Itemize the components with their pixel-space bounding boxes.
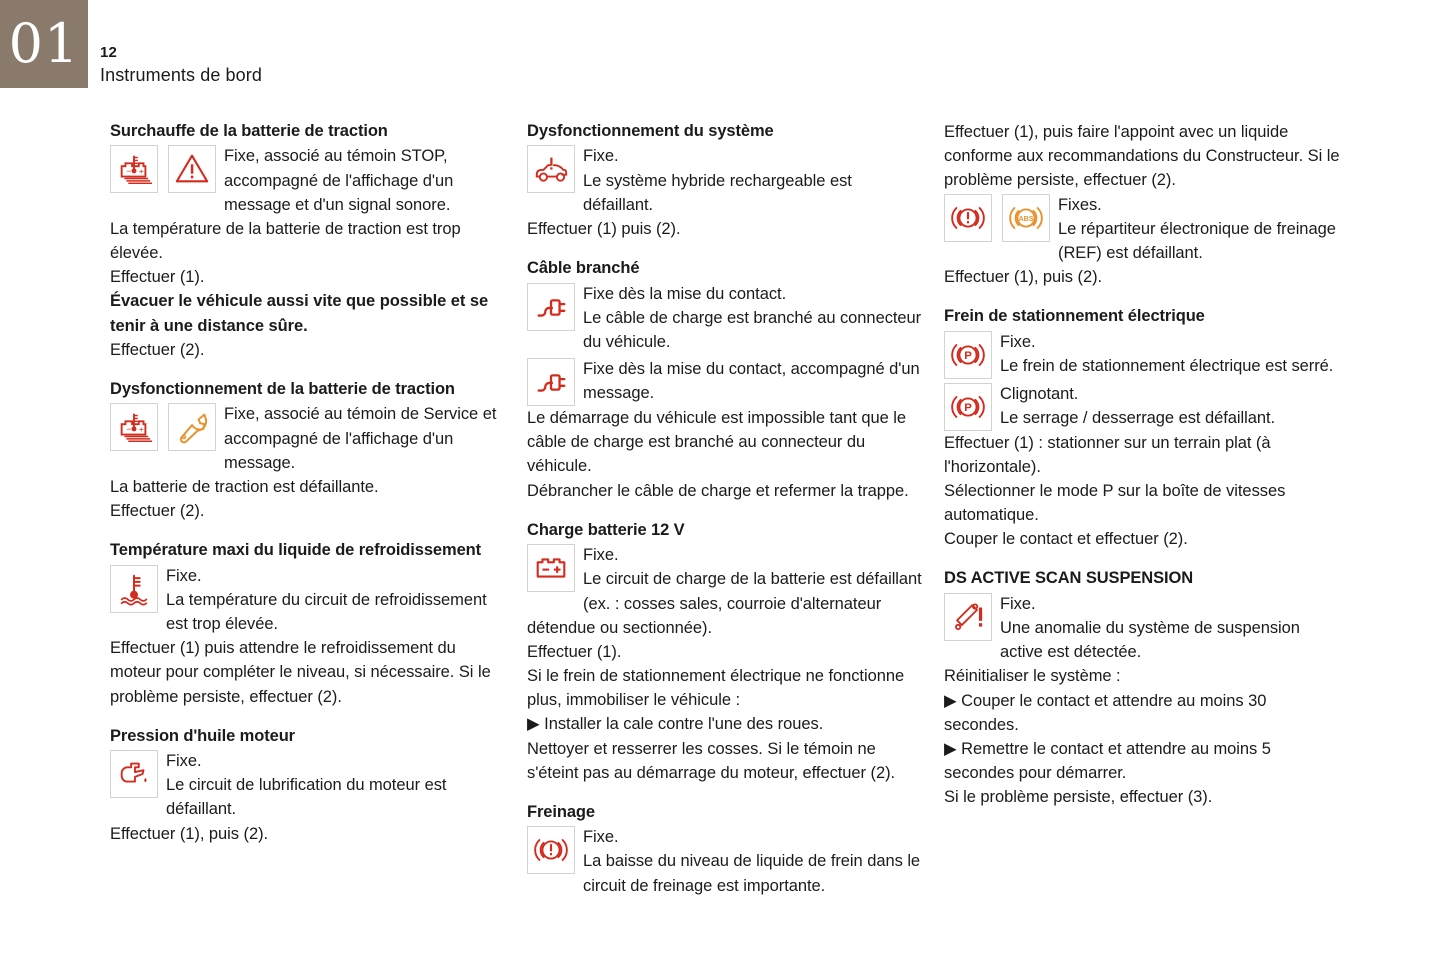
paragraph: Le câble de charge est branché au connecteur du véhicule. [583, 308, 922, 351]
paragraph: Le circuit de lubrification du moteur est défaillant. [166, 776, 447, 819]
paragraph: Effectuer (1). [110, 268, 205, 287]
paragraph: Débrancher le câble de charge et refermer la trappe. [527, 481, 909, 500]
paragraph: Fixes. [1058, 195, 1102, 214]
content-columns [110, 120, 1380, 898]
block-title: Câble branché [527, 259, 640, 278]
electric-parking-brake-icon [944, 383, 992, 431]
paragraph: La température du circuit de refroidissement est trop élevée. [166, 590, 487, 634]
paragraph: Effectuer (2). [110, 340, 205, 359]
warning-block [527, 543, 923, 640]
svg-text:−: − [126, 166, 132, 177]
paragraph: Fixe. [1000, 332, 1036, 351]
service-wrench-icon [168, 403, 216, 451]
paragraph: Réinitialiser le système : [944, 667, 1121, 686]
paragraph: Sélectionner le mode P sur la boîte de vitesses automatique. [944, 481, 1286, 525]
paragraph: Fixe dès la mise du contact, accompagné d'un message. [583, 360, 920, 403]
block-title: DS ACTIVE SCAN SUSPENSION [944, 569, 1194, 588]
paragraph: La baisse du niveau de liquide de frein dans le circuit de freinage est importante. [583, 852, 921, 895]
charging-plug-icon [527, 283, 575, 331]
paragraph: Couper le contact et effectuer (2). [944, 530, 1188, 549]
warning-block [527, 825, 923, 898]
column-2 [527, 120, 923, 898]
active-suspension-fault-icon [944, 593, 992, 641]
svg-text:+: + [138, 166, 144, 177]
warning-block [110, 564, 506, 637]
warning-block [944, 592, 1340, 665]
page-header [0, 0, 1445, 92]
block-title: Pression d'huile moteur [110, 726, 295, 745]
paragraph: Le frein de stationnement électrique est serré. [1000, 356, 1334, 375]
brake-warning-icon [527, 826, 575, 874]
paragraph: Le serrage / desserrage est défaillant. [1000, 408, 1276, 427]
paragraph: Effectuer (1), puis (2). [110, 824, 269, 843]
svg-text:−: − [126, 424, 132, 435]
paragraph: Si le problème persiste, effectuer (3). [944, 788, 1213, 807]
block-title: Freinage [527, 802, 595, 821]
paragraph: Le répartiteur électronique de freinage (REF) est défaillant. [1058, 219, 1336, 262]
paragraph: Fixe. [583, 147, 619, 166]
battery-12v-icon [527, 544, 575, 592]
warning-block [527, 357, 923, 406]
section-title: Instruments de bord [100, 64, 262, 85]
paragraph: Nettoyer et resserrer les cosses. Si le témoin ne s'éteint pas au démarrage du moteur, effectuer (2). [527, 739, 896, 782]
chapter-number-badge: 01 [0, 0, 88, 88]
svg-text:ABS: ABS [1018, 215, 1034, 223]
bullet-item: ▶ Installer la cale contre l'une des roues. [527, 715, 824, 734]
paragraph: Fixe, associé au témoin STOP, accompagné de l'affichage d'un message et d'un signal sonore. [224, 147, 454, 214]
paragraph: Fixe. [166, 752, 202, 771]
coolant-temperature-icon [110, 565, 158, 613]
svg-text:P: P [964, 401, 972, 414]
warning-block [944, 382, 1340, 431]
block-title: Dysfonctionnement de la batterie de traction [110, 379, 455, 398]
paragraph: Le circuit de charge de la batterie est défaillant (ex. : cosses sales, courroie d'alternateur détendue ou sectionnée). [527, 570, 922, 637]
warning-block [110, 402, 506, 475]
column-1 [110, 120, 506, 898]
paragraph: Effectuer (1). [527, 642, 622, 661]
paragraph: Fixe. [166, 566, 202, 585]
paragraph: La température de la batterie de traction est trop élevée. [110, 219, 461, 263]
block-title: Frein de stationnement électrique [944, 307, 1205, 326]
paragraph: Effectuer (1), puis faire l'appoint avec un liquide conforme aux recommandations du Constructeur. Si le problème persiste, effectuer (2). [944, 123, 1340, 190]
bullet-item: ▶ Couper le contact et attendre au moins 30 secondes. [944, 691, 1267, 734]
header-text-group [100, 44, 262, 87]
svg-text:P: P [964, 349, 972, 362]
paragraph: Fixe. [583, 546, 619, 565]
block-title: Surchauffe de la batterie de traction [110, 122, 388, 140]
warning-block [527, 144, 923, 217]
paragraph: Effectuer (1), puis (2). [944, 268, 1103, 287]
paragraph: Une anomalie du système de suspension active est détectée. [1000, 619, 1300, 662]
car-fault-icon [527, 145, 575, 193]
svg-text:+: + [138, 424, 144, 435]
warning-block [527, 282, 923, 355]
page-number: 12 [100, 44, 118, 61]
bullet-item: ▶ Remettre le contact et attendre au moins 5 secondes pour démarrer. [944, 739, 1271, 783]
charging-plug-icon [527, 358, 575, 406]
paragraph: Fixe, associé au témoin de Service et accompagné de l'affichage d'un message. [224, 405, 497, 472]
paragraph: Si le frein de stationnement électrique ne fonctionne plus, immobiliser le véhicule : [527, 667, 905, 710]
warning-block [110, 749, 506, 822]
traction-battery-overheat-icon [110, 145, 158, 193]
block-title: Dysfonctionnement du système [527, 122, 774, 140]
paragraph: Fixe. [1000, 594, 1036, 613]
traction-battery-fault-icon [110, 403, 158, 451]
block-title: Charge batterie 12 V [527, 520, 685, 539]
paragraph: Fixe. [583, 828, 619, 847]
block-title: Température maxi du liquide de refroidissement [110, 541, 482, 560]
brake-warning-icon [944, 194, 992, 242]
paragraph: Évacuer le véhicule aussi vite que possible et se tenir à une distance sûre. [110, 292, 489, 335]
column-3 [944, 120, 1340, 898]
stop-warning-triangle-icon [168, 145, 216, 193]
warning-block [944, 193, 1340, 266]
engine-oil-pressure-icon [110, 750, 158, 798]
paragraph: Fixe dès la mise du contact. [583, 284, 787, 303]
warning-block [944, 330, 1340, 379]
paragraph: Le système hybride rechargeable est défaillant. [583, 171, 852, 214]
paragraph: Effectuer (1) : stationner sur un terrain plat (à l'horizontale). [944, 433, 1271, 476]
paragraph: Effectuer (1) puis (2). [527, 219, 681, 238]
paragraph: Effectuer (1) puis attendre le refroidissement du moteur pour compléter le niveau, si nécessaire. Si le problème persiste, effectuer (2). [110, 639, 491, 706]
electric-parking-brake-icon [944, 331, 992, 379]
paragraph: Clignotant. [1000, 384, 1079, 403]
warning-block [110, 144, 506, 217]
paragraph: Le démarrage du véhicule est impossible tant que le câble de charge est branché au connecteur du véhicule. [527, 409, 907, 476]
paragraph: La batterie de traction est défaillante. [110, 477, 379, 496]
paragraph: Effectuer (2). [110, 502, 205, 521]
abs-warning-icon [1002, 194, 1050, 242]
